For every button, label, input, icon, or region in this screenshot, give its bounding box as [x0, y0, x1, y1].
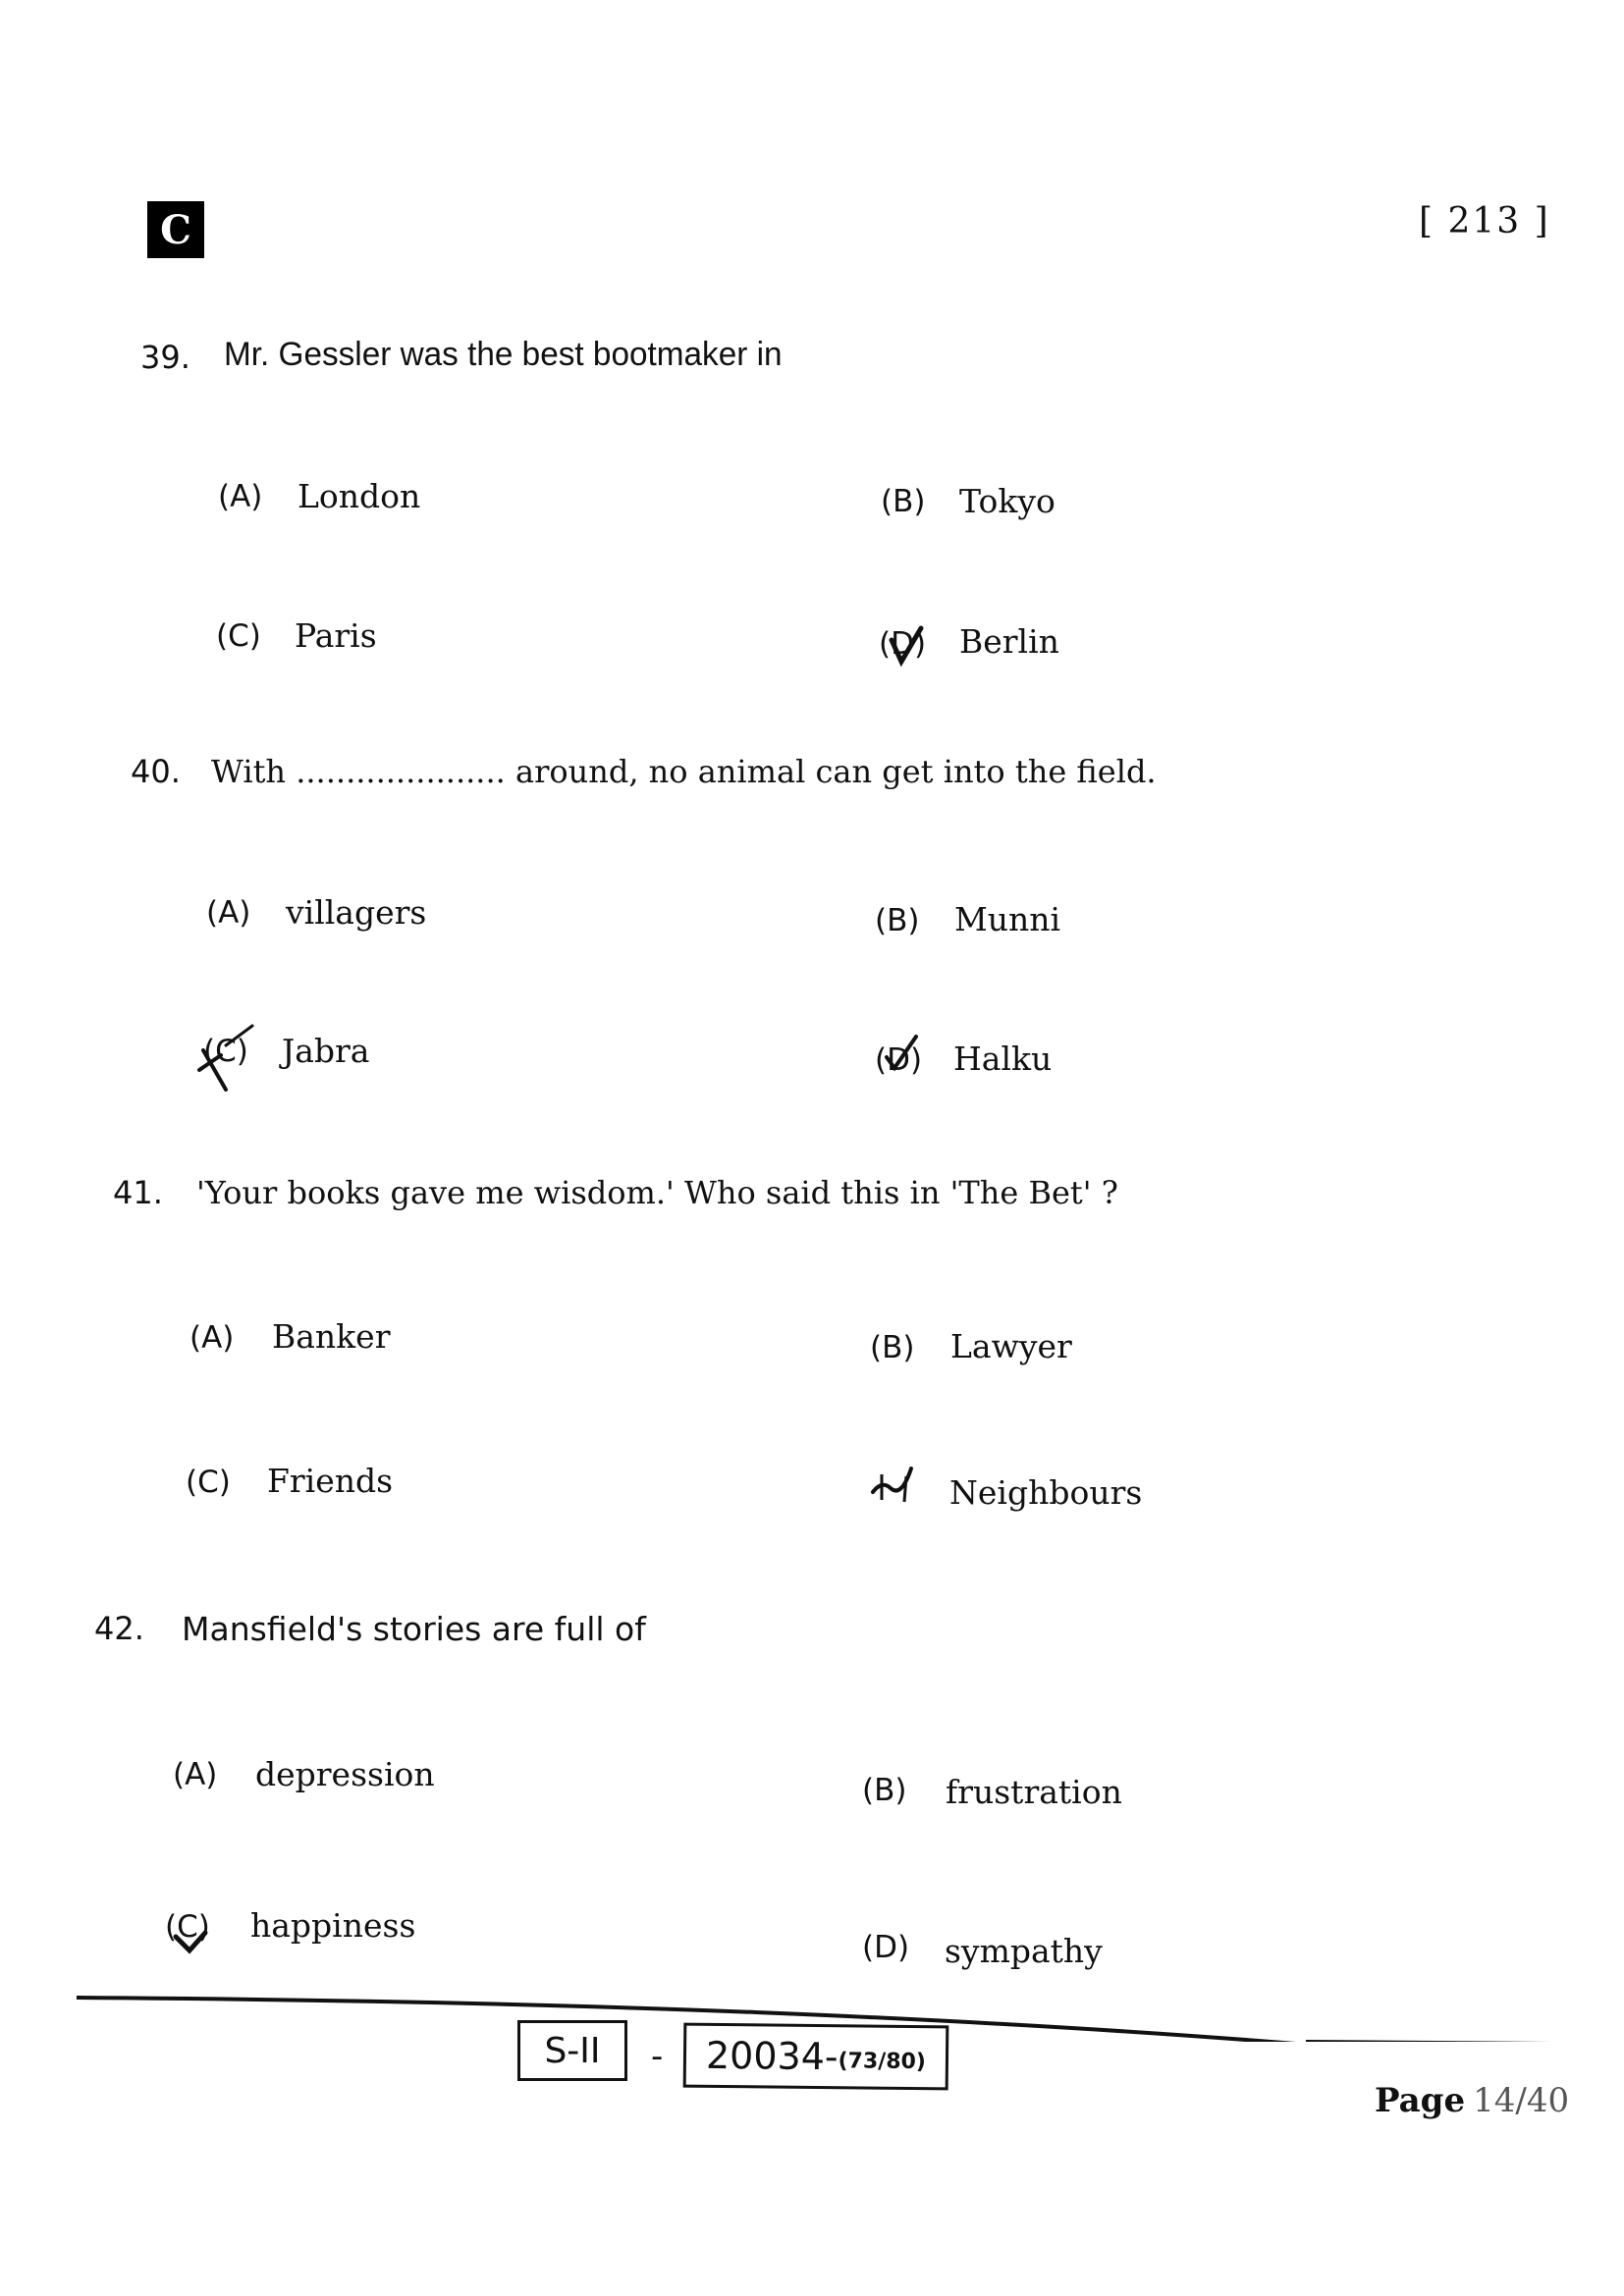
option-text: depression	[255, 1755, 435, 1793]
option-label: (A)	[206, 895, 251, 931]
option-text: Friends	[267, 1462, 394, 1500]
option-label: (A)	[218, 479, 263, 514]
page-label: Page	[1375, 2081, 1466, 2120]
option-text: Lawyer	[950, 1327, 1072, 1365]
question-text: 'Your books gave me wisdom.' Who said this in 'The Bet' ?	[196, 1174, 1118, 1211]
series-code-box	[517, 2020, 627, 2081]
option-text: Paris	[295, 616, 377, 655]
option-text: Halku	[953, 1040, 1053, 1078]
question-number: 40.	[131, 753, 181, 790]
option-label: (B)	[862, 1773, 907, 1808]
option-label: (A)	[173, 1757, 218, 1792]
option-text: Neighbours	[949, 1473, 1143, 1512]
option-text: Banker	[272, 1317, 391, 1356]
question-text: Mansfield's stories are full of	[182, 1610, 646, 1648]
option-label: (B)	[875, 903, 920, 938]
question-text: With ..................... around, no animal can get into the field.	[211, 753, 1157, 790]
option-label: (A)	[189, 1320, 235, 1356]
footer-separator: -	[651, 2037, 664, 2076]
question-text: Mr. Gessler was the best bootmaker in	[224, 336, 783, 373]
option-text: Berlin	[959, 622, 1059, 661]
series-code: S-II	[544, 2030, 601, 2071]
option-label: (C)	[186, 1465, 231, 1500]
option-text: Munni	[954, 900, 1061, 938]
option-text: villagers	[286, 893, 427, 932]
option-label: (B)	[881, 484, 926, 519]
paper-code-box	[683, 2023, 949, 2091]
page-number	[1375, 2081, 1569, 2120]
option-text: Jabra	[282, 1032, 370, 1070]
option-label: (B)	[870, 1330, 915, 1365]
option-text: sympathy	[945, 1932, 1103, 1970]
option-label: (D)	[862, 1930, 910, 1965]
option-text: happiness	[250, 1906, 416, 1945]
option-label: (C)	[216, 618, 261, 654]
option-label: (D)	[875, 1042, 923, 1078]
page-code: [ 213 ]	[1419, 201, 1550, 241]
option-text: frustration	[946, 1773, 1122, 1811]
set-code-badge: C	[147, 201, 204, 258]
paper-code: 20034-	[705, 2033, 839, 2079]
option-label: (C)	[203, 1034, 248, 1069]
question-number: 42.	[94, 1610, 144, 1647]
option-label: (D)	[879, 626, 927, 662]
question-number: 39.	[140, 339, 190, 376]
page-number-value: 14/40	[1473, 2081, 1570, 2120]
question-number: 41.	[113, 1174, 163, 1211]
option-label: (C)	[165, 1909, 210, 1945]
paper-code-suffix: (73/80)	[838, 2048, 927, 2074]
option-text: London	[298, 477, 421, 515]
option-text: Tokyo	[959, 482, 1056, 520]
